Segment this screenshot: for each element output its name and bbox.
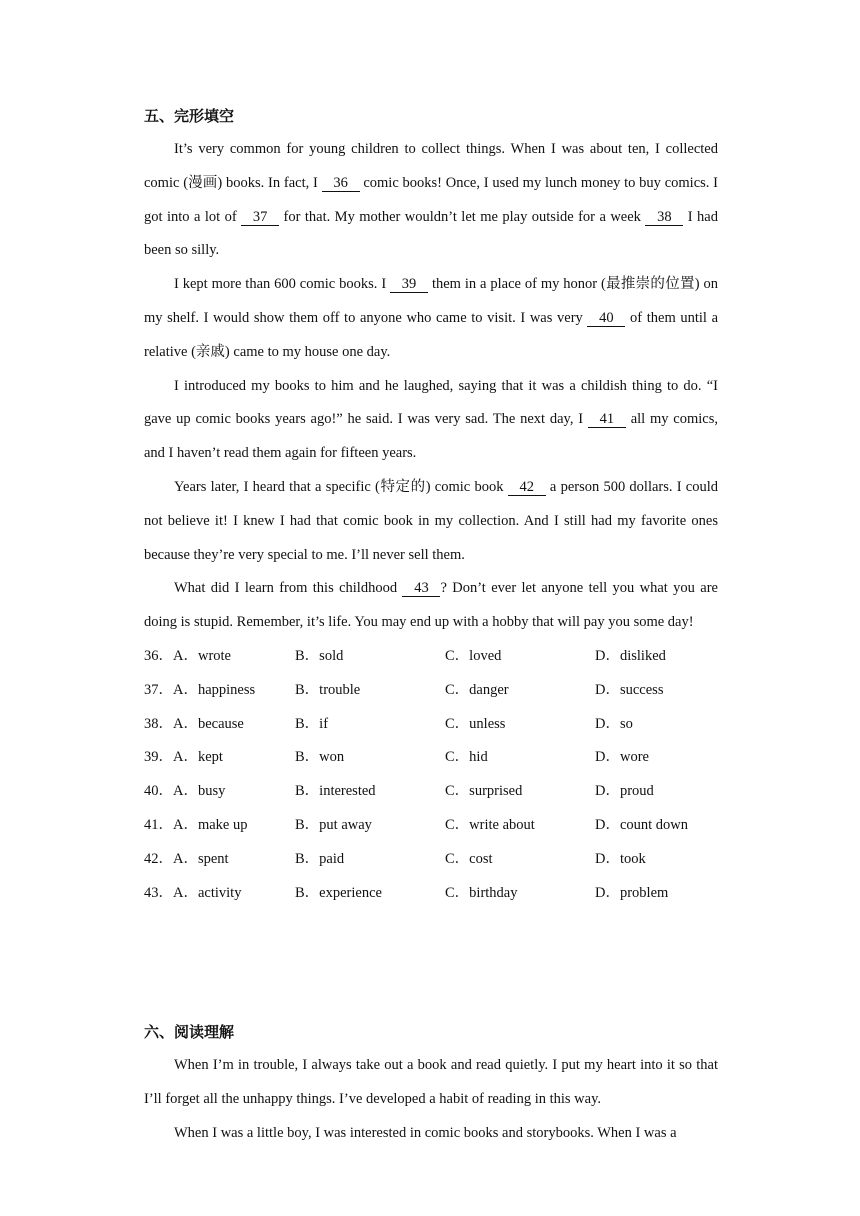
section-title-cloze: 五、完形填空 <box>144 109 235 125</box>
option-a[interactable]: A．spent <box>173 850 229 867</box>
question-row <box>144 708 718 742</box>
question-number: 36． <box>144 647 173 664</box>
answer-blank[interactable]: 41 <box>588 411 626 428</box>
option-d[interactable]: D．count down <box>595 816 689 833</box>
paragraph-text: all my comics, and I haven’t read them again for fifteen years. <box>144 411 719 462</box>
answer-blank[interactable]: 39 <box>390 276 428 293</box>
option-c[interactable]: C．hid <box>445 749 488 766</box>
option-b[interactable]: B．sold <box>295 647 344 664</box>
answer-blank[interactable]: 42 <box>508 479 546 496</box>
question-row <box>144 640 718 674</box>
reading-passage <box>144 1049 718 1150</box>
option-b[interactable]: B．paid <box>295 850 345 867</box>
option-a[interactable]: A．busy <box>173 783 226 800</box>
paragraph-text: for that. My mother wouldn’t let me play outside for a week <box>279 208 646 225</box>
option-c[interactable]: C．danger <box>445 681 509 698</box>
question-number: 40． <box>144 783 173 800</box>
question-row <box>144 741 718 775</box>
option-b[interactable]: B．if <box>295 715 329 732</box>
paragraph-text: a person 500 dollars. I could not believe it! I knew I had that comic book in my collection. And I still had my favorite ones because they’re very special to me. I’ll never sell them. <box>144 478 719 563</box>
option-a[interactable]: A．kept <box>173 749 223 766</box>
reading-paragraph: When I’m in trouble, I always take out a book and read quietly. I put my heart into it so that I’ll forget all the unhappy things. I’ve developed a habit of reading in this way. <box>144 1057 718 1107</box>
option-d[interactable]: D．disliked <box>595 647 666 664</box>
question-row <box>144 809 718 843</box>
option-a[interactable]: A．make up <box>173 816 248 833</box>
answer-blank[interactable]: 43 <box>402 580 440 597</box>
option-b[interactable]: B．won <box>295 749 345 766</box>
question-number: 38． <box>144 715 173 732</box>
question-number: 39． <box>144 749 173 766</box>
option-b[interactable]: B．trouble <box>295 681 361 698</box>
cloze-paragraph <box>144 471 718 572</box>
option-c[interactable]: C．birthday <box>445 884 518 901</box>
option-d[interactable]: D．so <box>595 715 633 732</box>
paragraph-text: Years later, I heard that a specific (特定的) comic book <box>174 478 508 495</box>
answer-blank[interactable]: 40 <box>587 310 625 327</box>
paragraph-text: I had been so silly. <box>144 208 718 259</box>
paragraph-text: What did I learn from this childhood <box>174 580 403 597</box>
question-row <box>144 877 718 911</box>
question-row <box>144 775 718 809</box>
paragraph-text: I kept more than 600 comic books. I <box>174 276 391 293</box>
option-b[interactable]: B．put away <box>295 816 372 833</box>
question-number: 43． <box>144 884 173 901</box>
question-row <box>144 843 718 877</box>
option-a[interactable]: A．because <box>173 715 244 732</box>
paragraph-text: It’s very common for young children to collect things. When I was about ten, I collected comic (漫画) books. In fact, I <box>144 141 718 191</box>
answer-blank[interactable]: 36 <box>322 175 360 192</box>
option-d[interactable]: D．took <box>595 850 646 867</box>
cloze-options <box>144 640 718 910</box>
cloze-paragraph <box>144 572 718 640</box>
option-c[interactable]: C．unless <box>445 715 506 732</box>
reading-section <box>144 1024 718 1150</box>
option-b[interactable]: B．interested <box>295 783 376 800</box>
option-c[interactable]: C．cost <box>445 850 493 867</box>
paragraph-text: ? Don’t ever let anyone tell you what you are doing is stupid. Remember, it’s life. You may end up with a hobby that will pay you some day! <box>144 580 718 631</box>
cloze-section <box>144 108 718 910</box>
paragraph-text: them in a place of my honor (最推崇的位置) on my shelf. I would show them off to anyone who came to visit. I was very <box>144 276 718 326</box>
answer-blank[interactable]: 37 <box>241 209 279 226</box>
option-b[interactable]: B．experience <box>295 884 382 901</box>
cloze-paragraph <box>144 133 718 268</box>
question-number: 41． <box>144 816 173 833</box>
cloze-paragraph <box>144 370 718 471</box>
cloze-paragraph <box>144 268 718 369</box>
option-c[interactable]: C．surprised <box>445 783 523 800</box>
option-d[interactable]: D．problem <box>595 884 669 901</box>
question-number: 42． <box>144 850 173 867</box>
paragraph-text: of them until a relative (亲戚) came to my house one day. <box>144 309 718 360</box>
option-d[interactable]: D．success <box>595 681 664 698</box>
option-a[interactable]: A．wrote <box>173 647 231 664</box>
paragraph-text: comic books! Once, I used my lunch money to buy comics. I got into a lot of <box>144 174 718 225</box>
option-c[interactable]: C．loved <box>445 647 502 664</box>
question-number: 37． <box>144 681 173 698</box>
section-title-reading: 六、阅读理解 <box>144 1025 235 1041</box>
reading-paragraph: When I was a little boy, I was interested in comic books and storybooks. When I was a <box>174 1124 677 1141</box>
answer-blank[interactable]: 38 <box>645 209 683 226</box>
option-a[interactable]: A．activity <box>173 884 242 901</box>
option-d[interactable]: D．wore <box>595 749 649 766</box>
option-a[interactable]: A．happiness <box>173 681 256 698</box>
option-d[interactable]: D．proud <box>595 783 654 800</box>
paragraph-text: I introduced my books to him and he laughed, saying that it was a childish thing to do. “I gave up comic books years ago!” he said. I was very sad. The next day, I <box>144 377 718 428</box>
cloze-passage <box>144 133 718 640</box>
question-row <box>144 674 718 708</box>
option-c[interactable]: C．write about <box>445 816 535 833</box>
